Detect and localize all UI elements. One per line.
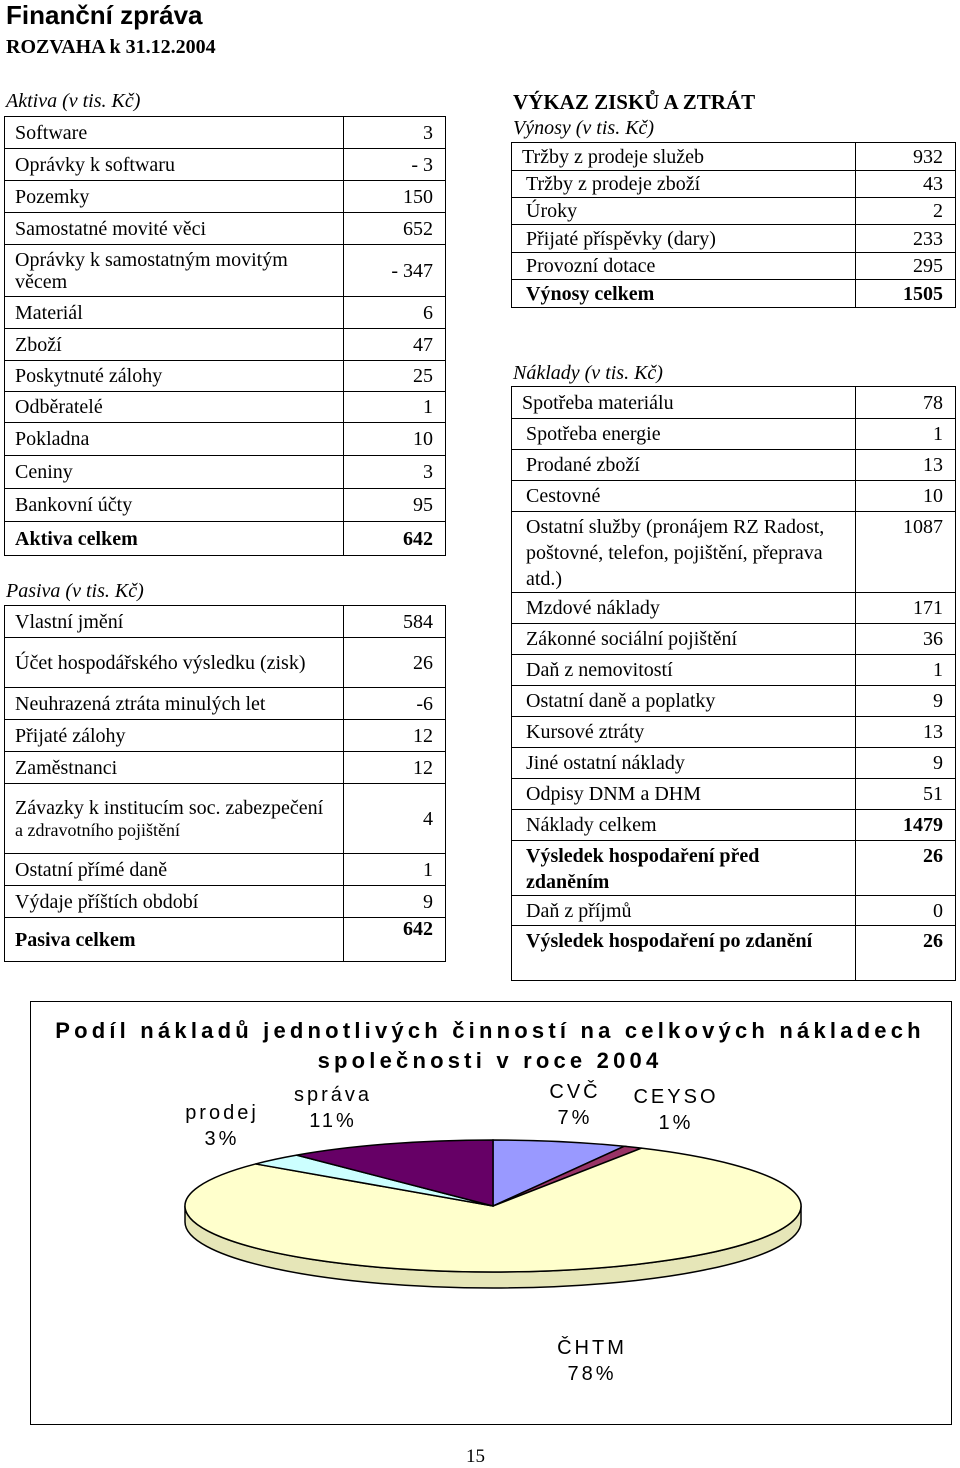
slice-label-ceyso bbox=[624, 1084, 728, 1136]
row-label: Daň z nemovitostí bbox=[512, 655, 856, 686]
row-value: 0 bbox=[856, 896, 956, 926]
row-label: Výdaje příštích období bbox=[5, 886, 344, 918]
row-value: 3 bbox=[344, 456, 446, 489]
slice-name: správa bbox=[293, 1084, 373, 1106]
row-label: Kursové ztráty bbox=[512, 717, 856, 748]
row-value: 6 bbox=[344, 297, 446, 329]
row-label: Materiál bbox=[5, 297, 344, 329]
page-number: 15 bbox=[466, 1446, 485, 1467]
slice-label-chtm bbox=[550, 1335, 634, 1387]
row-label: Oprávky k samostatným movitým věcem bbox=[5, 245, 344, 297]
row-value: - 3 bbox=[344, 149, 446, 181]
row-value: 1 bbox=[856, 419, 956, 450]
row-label: Provozní dotace bbox=[512, 253, 856, 280]
page-title: Finanční zpráva bbox=[6, 0, 203, 30]
row-value: 47 bbox=[344, 329, 446, 361]
row-label-line2: a zdravotního pojištění bbox=[15, 819, 180, 840]
row-value: 13 bbox=[856, 717, 956, 748]
row-label: Přijaté příspěvky (dary) bbox=[512, 225, 856, 253]
row-label: Výsledek hospodaření po zdanění bbox=[512, 926, 856, 981]
slice-name: ČHTM bbox=[557, 1337, 627, 1359]
row-value: 652 bbox=[344, 213, 446, 245]
row-value: - 347 bbox=[344, 245, 446, 297]
aktiva-heading: Aktiva (v tis. Kč) bbox=[6, 90, 141, 112]
row-label: Zboží bbox=[5, 329, 344, 361]
row-label: Tržby z prodeje služeb bbox=[512, 143, 856, 171]
row-label: Výsledek hospodaření před zdaněním bbox=[512, 841, 856, 896]
slice-name: CVČ bbox=[549, 1081, 601, 1103]
row-value: 150 bbox=[344, 181, 446, 213]
pie-slices bbox=[185, 1140, 801, 1272]
row-value: 78 bbox=[856, 387, 956, 419]
row-label: Přijaté zálohy bbox=[5, 720, 344, 752]
row-value: 1505 bbox=[856, 280, 956, 308]
row-label: Zaměstnanci bbox=[5, 752, 344, 784]
slice-pct: 7% bbox=[557, 1107, 593, 1129]
row-label: Ceniny bbox=[5, 456, 344, 489]
row-label: Ostatní služby (pronájem RZ Radost, poštovné, telefon, pojištění, přeprava atd.) bbox=[512, 512, 856, 593]
row-label: Aktiva celkem bbox=[5, 522, 344, 556]
row-value: 10 bbox=[856, 481, 956, 512]
row-value: 295 bbox=[856, 253, 956, 280]
row-value: 233 bbox=[856, 225, 956, 253]
slice-pct: 78% bbox=[567, 1363, 617, 1385]
row-value: 4 bbox=[344, 784, 446, 854]
row-value: 95 bbox=[344, 489, 446, 522]
row-label: Úroky bbox=[512, 198, 856, 225]
row-label: Náklady celkem bbox=[512, 810, 856, 841]
row-label: Mzdové náklady bbox=[512, 593, 856, 624]
pasiva-heading: Pasiva (v tis. Kč) bbox=[6, 580, 144, 602]
row-label: Prodané zboží bbox=[512, 450, 856, 481]
row-label: Cestovné bbox=[512, 481, 856, 512]
row-label: Zákonné sociální pojištění bbox=[512, 624, 856, 655]
row-value: 9 bbox=[856, 748, 956, 779]
slice-pct: 1% bbox=[658, 1112, 694, 1134]
row-label: Software bbox=[5, 117, 344, 149]
row-label-line1: Závazky k institucím soc. zabezpečení bbox=[15, 796, 324, 819]
row-value: 1 bbox=[344, 854, 446, 886]
row-value: 26 bbox=[344, 638, 446, 688]
row-label: Spotřeba materiálu bbox=[512, 387, 856, 419]
row-label: Ostatní daně a poplatky bbox=[512, 686, 856, 717]
chart-title: Podíl nákladů jednotlivých činností na celkových nákladech společnosti v roce 2004 bbox=[55, 1018, 925, 1073]
row-value: 642 bbox=[344, 522, 446, 556]
row-value: 1479 bbox=[856, 810, 956, 841]
row-label: Odpisy DNM a DHM bbox=[512, 779, 856, 810]
slice-name: prodej bbox=[185, 1102, 259, 1124]
row-value: 26 bbox=[856, 926, 956, 981]
row-value: 932 bbox=[856, 143, 956, 171]
row-label: Samostatné movité věci bbox=[5, 213, 344, 245]
row-value: 9 bbox=[856, 686, 956, 717]
row-value: 51 bbox=[856, 779, 956, 810]
row-label: Bankovní účty bbox=[5, 489, 344, 522]
income-statement-heading: VÝKAZ ZISKŮ A ZTRÁT bbox=[513, 90, 756, 114]
row-label: Účet hospodářského výsledku (zisk) bbox=[5, 638, 344, 688]
row-label: Pokladna bbox=[5, 423, 344, 456]
slice-label-sprava bbox=[288, 1082, 378, 1134]
row-label: Pasiva celkem bbox=[5, 918, 344, 962]
row-value: 10 bbox=[344, 423, 446, 456]
row-label: Oprávky k softwaru bbox=[5, 149, 344, 181]
row-value: 43 bbox=[856, 171, 956, 198]
row-value: 25 bbox=[344, 361, 446, 392]
row-value: 13 bbox=[856, 450, 956, 481]
balance-sheet-subtitle: ROZVAHA k 31.12.2004 bbox=[6, 36, 216, 58]
row-label: Tržby z prodeje zboží bbox=[512, 171, 856, 198]
row-label: Spotřeba energie bbox=[512, 419, 856, 450]
row-label: Ostatní přímé daně bbox=[5, 854, 344, 886]
row-value: 12 bbox=[344, 752, 446, 784]
row-value: 9 bbox=[344, 886, 446, 918]
row-value: 2 bbox=[856, 198, 956, 225]
row-value: 584 bbox=[344, 606, 446, 638]
row-label: Pozemky bbox=[5, 181, 344, 213]
slice-pct: 11% bbox=[309, 1110, 357, 1132]
row-value: 26 bbox=[856, 841, 956, 896]
row-label: Daň z příjmů bbox=[512, 896, 856, 926]
row-label: Vlastní jmění bbox=[5, 606, 344, 638]
row-value: 36 bbox=[856, 624, 956, 655]
row-value: 642 bbox=[344, 918, 446, 962]
row-label: Poskytnuté zálohy bbox=[5, 361, 344, 392]
row-label: Odběratelé bbox=[5, 392, 344, 423]
vynosy-heading: Výnosy (v tis. Kč) bbox=[513, 117, 655, 139]
row-value: 3 bbox=[344, 117, 446, 149]
row-label: Jiné ostatní náklady bbox=[512, 748, 856, 779]
row-value: 12 bbox=[344, 720, 446, 752]
row-value: 171 bbox=[856, 593, 956, 624]
row-value: 1087 bbox=[856, 512, 956, 593]
row-value: 1 bbox=[856, 655, 956, 686]
slice-name: CEYSO bbox=[633, 1086, 719, 1108]
row-value: -6 bbox=[344, 688, 446, 720]
slice-pct: 3% bbox=[204, 1128, 240, 1150]
slice-label-prodej bbox=[182, 1100, 262, 1152]
naklady-heading: Náklady (v tis. Kč) bbox=[513, 362, 663, 384]
row-value: 1 bbox=[344, 392, 446, 423]
slice-label-cvc bbox=[540, 1079, 610, 1131]
row-label: Výnosy celkem bbox=[512, 280, 856, 308]
row-label: Neuhrazená ztráta minulých let bbox=[5, 688, 344, 720]
